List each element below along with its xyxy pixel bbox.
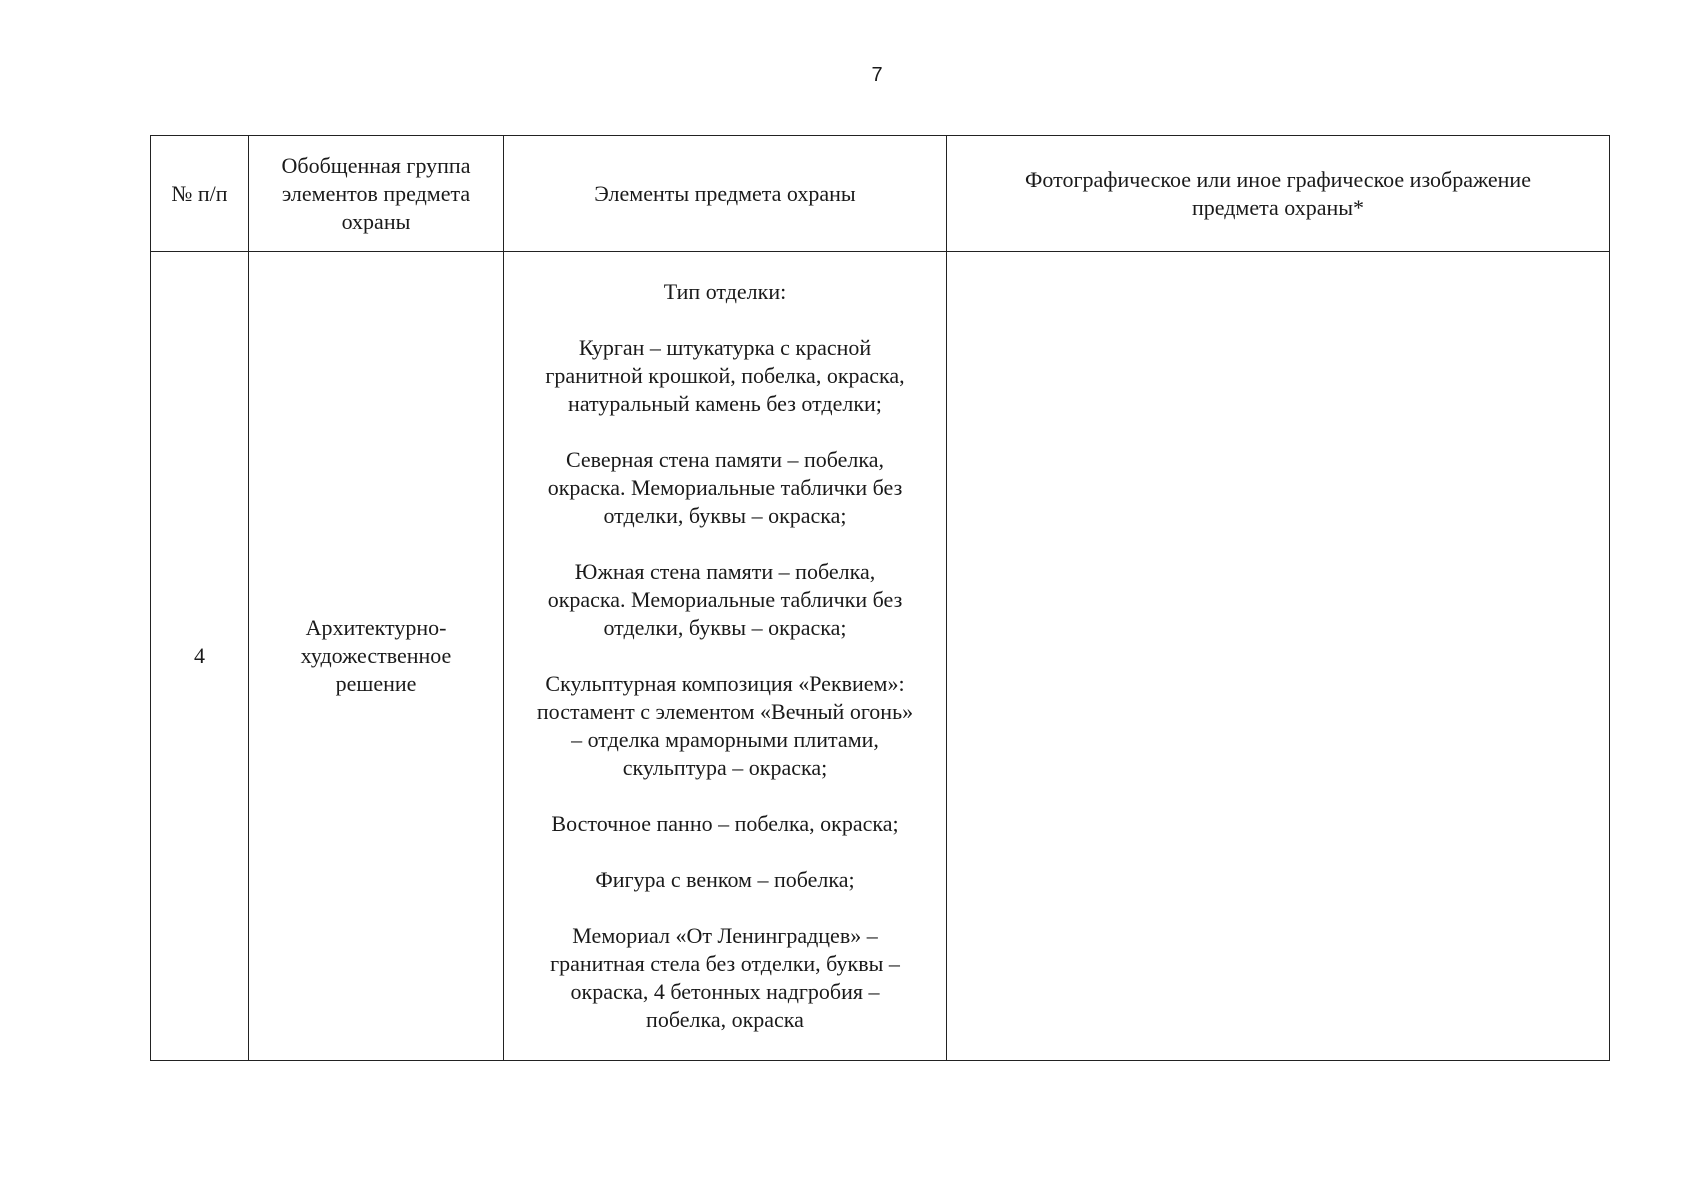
element-line: гранитная стела без отделки, буквы – [550,951,900,976]
element-line: Мемориал «От Ленинградцев» – [572,923,878,948]
header-photo-line: Фотографическое или иное графическое изображение [1025,166,1531,192]
element-paragraph [512,278,938,306]
row-group-line: решение [335,671,417,696]
element-line: постамент с элементом «Вечный огонь» [536,699,914,724]
element-paragraph [512,810,938,838]
element-paragraph [512,558,938,642]
row-elements [504,252,947,1061]
element-paragraph [512,334,938,418]
header-photo-line: предмета охраны* [1191,194,1365,220]
element-line: Скульптурная композиция «Реквием»: [545,671,905,696]
element-line: – отделка мраморными плитами, [571,727,879,752]
element-line: Восточное панно – побелка, окраска; [551,811,899,836]
element-paragraph [512,922,938,1034]
element-line: Северная стена памяти – побелка, [565,447,885,472]
header-photo [947,136,1610,252]
element-line: Южная стена памяти – побелка, [574,559,876,584]
row-photo [947,252,1610,1061]
element-line: отделки, буквы – окраска; [603,503,847,528]
element-line: Фигура с венком – побелка; [595,867,855,892]
element-line: Тип отделки: [663,279,787,304]
row-group-line: художественное [300,643,452,668]
element-line: окраска, 4 бетонных надгробия – [570,979,880,1004]
header-group-line: элементов предмета [281,180,471,206]
element-line: Курган – штукатурка с красной [578,335,872,360]
element-line: натуральный камень без отделки; [568,391,882,416]
elements-list [512,278,938,1034]
element-paragraph [512,866,938,894]
table-row [151,252,1610,1061]
element-line: побелка, окраска [646,1007,804,1032]
page-number: 7 [871,64,883,86]
element-paragraph [512,670,938,782]
header-num: № п/п [151,136,249,252]
row-group [249,252,504,1061]
element-line: отделки, буквы – окраска; [603,615,847,640]
element-line: окраска. Мемориальные таблички без [547,475,903,500]
element-line: гранитной крошкой, побелка, окраска, [545,363,905,388]
element-paragraph [512,446,938,530]
table-header-row [151,136,1610,252]
protection-subject-table [150,135,1610,1061]
header-group-line: охраны [341,208,411,234]
header-group [249,136,504,252]
element-line: окраска. Мемориальные таблички без [547,587,903,612]
header-elements: Элементы предмета охраны [504,136,947,252]
row-group-line: Архитектурно- [305,615,447,640]
element-line: скульптура – окраска; [622,755,828,780]
row-num: 4 [151,252,249,1061]
header-group-line: Обобщенная группа [281,152,471,178]
